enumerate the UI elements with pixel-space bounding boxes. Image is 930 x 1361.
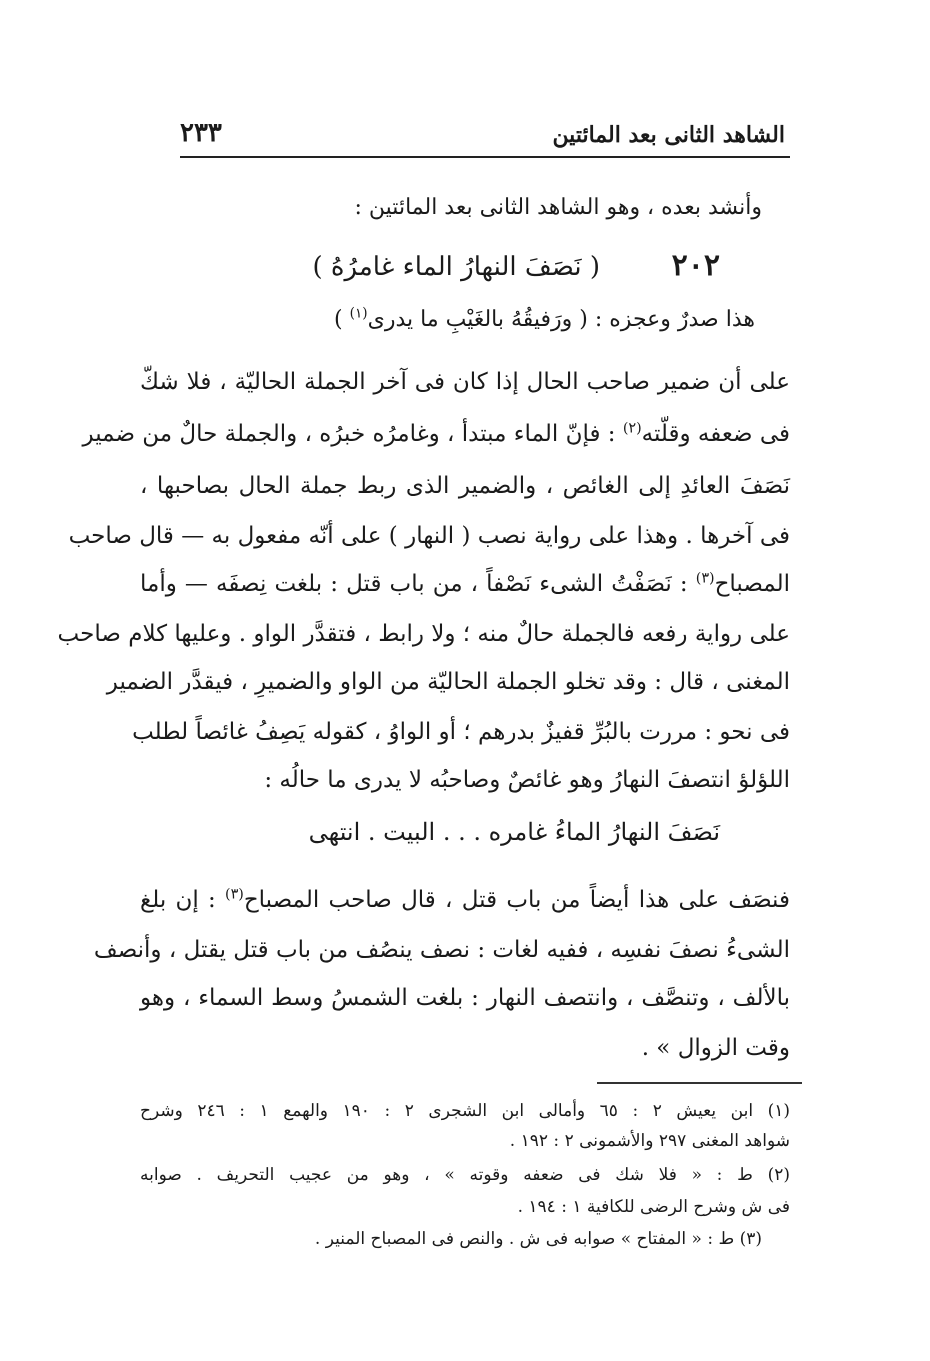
footnote-line: (٢) ط : « فلا شك فى ضعفه وقوته » ، وهو من عجيب التحريف . صوابه xyxy=(140,1165,790,1185)
second-half-end: ) xyxy=(334,307,350,332)
body-line: على أن ضمير صاحب الحال إذا كان فى آخر الجملة الحاليّة ، فلا شكّ xyxy=(140,369,790,395)
footnote-ref: (٣) xyxy=(225,886,244,903)
footnote-ref: (١) xyxy=(349,305,368,322)
verse-heading xyxy=(240,248,720,296)
body-line: على رواية رفعه فالجملة حالٌ منه ؛ ولا رابط ، فتقدَّر الواو . وعليها كلام صاحب xyxy=(57,621,790,647)
closing-line: فنصَف على هذا أيضاً من باب قتل ، قال صاحب المصباح$^{(٣)}$ : إن بلغ xyxy=(140,886,790,913)
quoted-verse: نَصَفَ النهارُ الماءُ غامره . . . البيت . انتهى xyxy=(308,818,720,846)
footnote-line: (٣) ط : « المفتاح » صوابه فى ش . والنص فى المصباح المنير . xyxy=(314,1229,762,1249)
footnote-line: فى ش وشرح الرضى للكافية ١ : ١٩٤ . xyxy=(517,1197,790,1217)
footnote-line: (١) ابن يعيش ٢ : ٦٥ وأمالى ابن الشجرى ٢ : ١٩٠ والهمع ١ : ٢٤٦ وشرح xyxy=(140,1101,790,1121)
closing-line: الشىءُ نصفَ نفسِه ، ففيه لغات : نصف ينصُف من باب قتل يقتل ، وأنصف xyxy=(93,937,790,963)
body-line: نَصَفَ العائدِ إلى الغائص ، والضمير الذى ربط جملة الحال بصاحبها ، xyxy=(140,473,790,499)
footnote-ref: (٣) xyxy=(695,570,715,587)
body-line: فى ضعفه وقلّته$^{(٢)}$ : فإنّ الماء مبتدأ ، وغامرُه خبرُه ، والجملة حالٌ من ضمير xyxy=(82,420,790,447)
header-rule xyxy=(180,156,790,158)
closing-line: بالألف ، وتنصَّف ، وانتصف النهار : بلغت الشمسُ وسط السماء ، وهو xyxy=(140,985,790,1011)
verse-number: ٢٠٢ xyxy=(671,248,720,283)
second-half-text: هذا صدرٌ وعجزه : ( ورَفيقُهُ بالغَيْبِ ما يدرى xyxy=(367,307,755,332)
verse-text: ( نَصَفَ النهارُ الماء غامرُهُ ) xyxy=(312,252,600,282)
running-header-title: الشاهد الثانى بعد المائتين xyxy=(552,122,785,148)
footnote-line: شواهد المغنى ٢٩٧ والأشمونى ٢ : ١٩٢ . xyxy=(509,1131,790,1151)
body-line: المصباح$^{(٣)}$ : نَصَفْتُ الشىء نَصْفاً ، من باب قتل : بلغت نِصفَه — وأما xyxy=(140,570,790,597)
body-line: اللؤلؤ انتصفَ النهارُ وهو غائصٌ وصاحبُه لا يدرى ما حالُه : xyxy=(264,767,790,793)
verse-second-half xyxy=(334,300,755,340)
body-line: فى آخرها . وهذا على رواية نصب ( النهار ) على أنّه مفعول به — قال صاحب xyxy=(68,523,790,549)
body-line: المغنى ، قال : وقد تخلو الجملة الحاليّة من الواو والضميرِ ، فيقدَّر الضمير xyxy=(106,669,790,695)
body-line: فى نحو : مررت بالبُرِّ قفيزٌ بدرهم ؛ أو الواوُ ، كقوله يَصِفُ غائصاً لطلب xyxy=(132,719,790,745)
footnote-ref: (٢) xyxy=(622,420,642,437)
page-number: ٢٣٣ xyxy=(180,118,222,148)
intro-line: وأنشد بعده ، وهو الشاهد الثانى بعد المائتين : xyxy=(354,195,762,220)
footnote-separator xyxy=(597,1082,802,1084)
closing-line: وقت الزوال » . xyxy=(641,1035,790,1061)
